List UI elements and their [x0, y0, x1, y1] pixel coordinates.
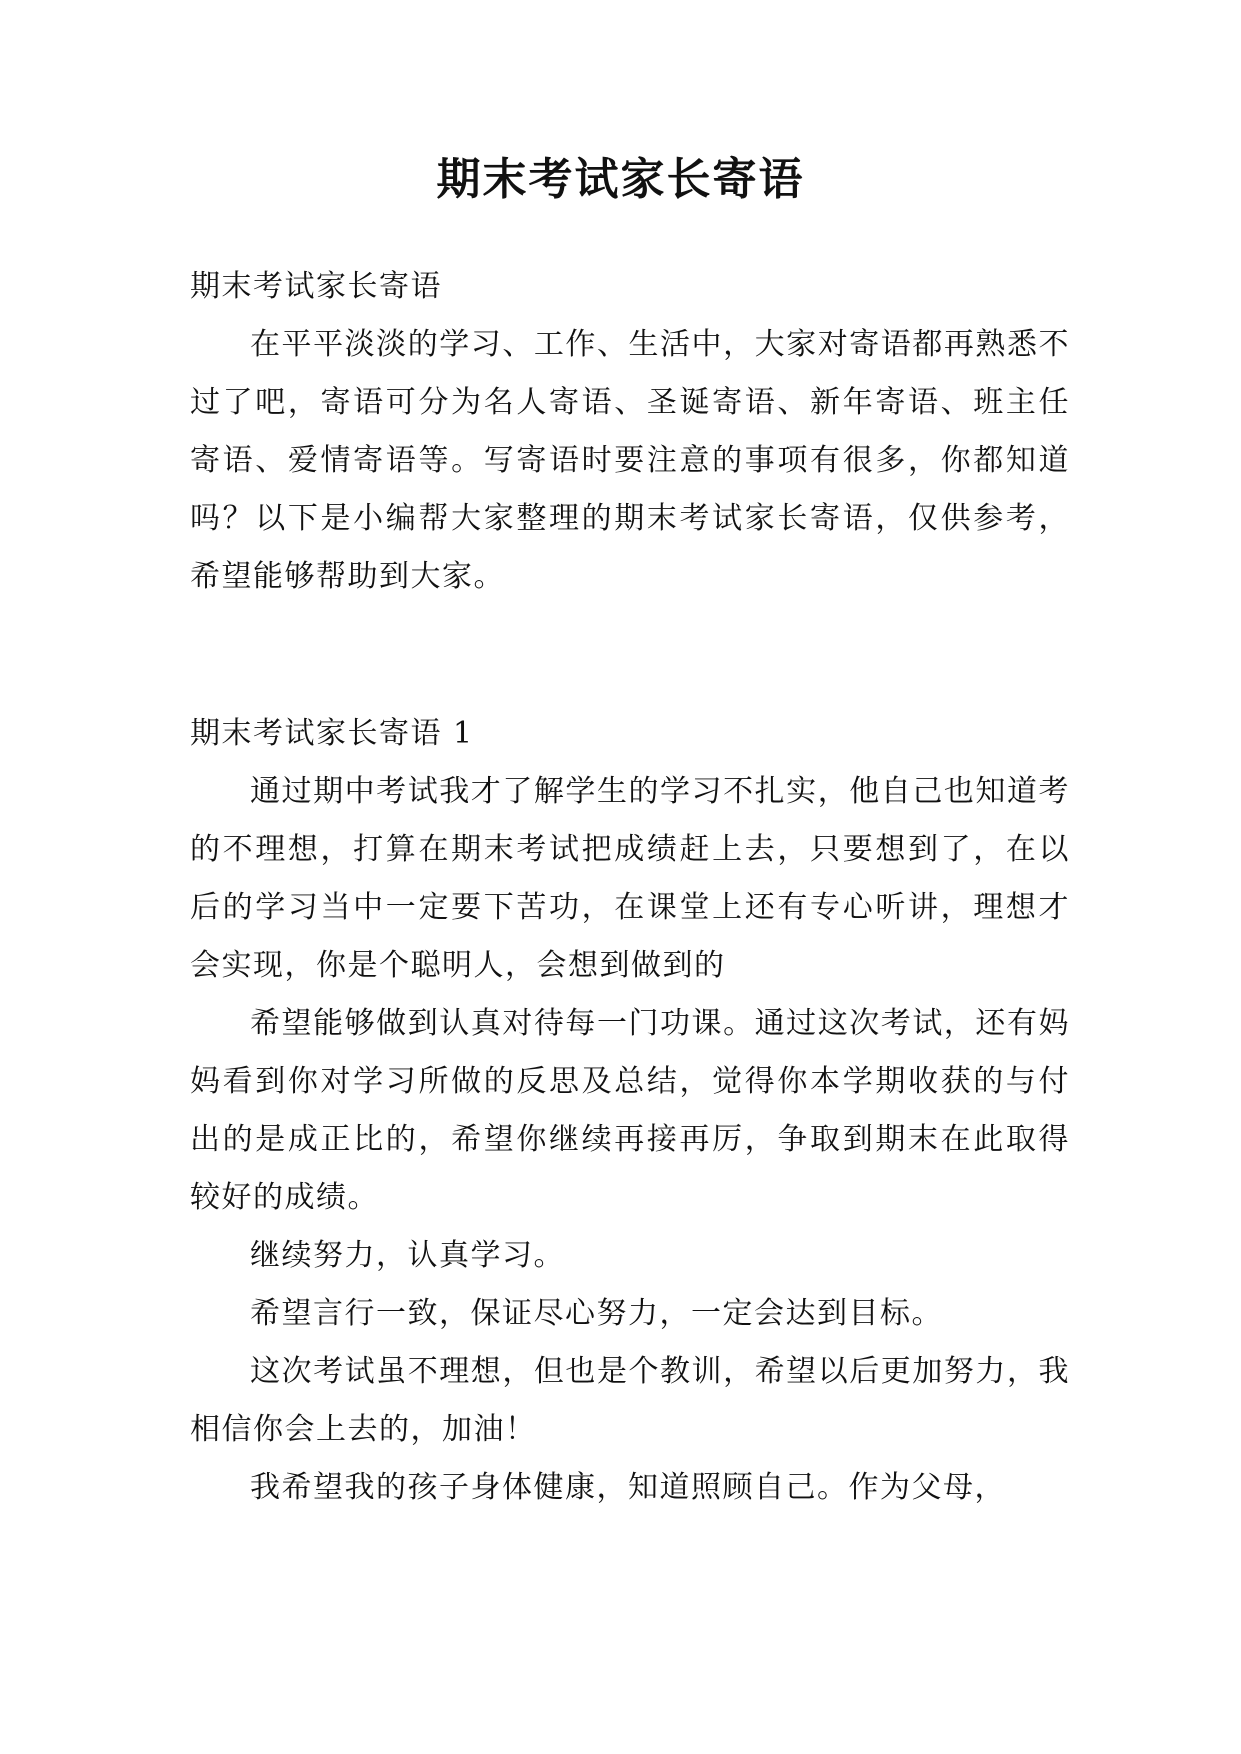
- section-1-paragraph: 我希望我的孩子身体健康，知道照顾自己。作为父母，: [250, 1470, 1006, 1505]
- intro-paragraph: 在平平淡淡的学习、工作、生活中，大家对寄语都再熟悉不过了吧，寄语可分为名人寄语、圣诞寄语、新年寄语、班主任寄语、爱情寄语等。写寄语时要注意的事项有很多，你都知道吗？以下是小编帮大家整理的期末考试家长寄语，仅供参考，希望能够帮助到大家。: [190, 327, 1070, 594]
- section-1-heading: 期末考试家长寄语 1: [190, 716, 474, 751]
- section-1-paragraph: 这次考试虽不理想，但也是个教训，希望以后更加努力，我相信你会上去的，加油！: [190, 1354, 1070, 1447]
- section-1-paragraph: 希望能够做到认真对待每一门功课。通过这次考试，还有妈妈看到你对学习所做的反思及总结，觉得你本学期收获的与付出的是成正比的，希望你继续再接再厉，争取到期末在此取得较好的成绩。: [190, 1006, 1070, 1215]
- section-1-paragraph: 继续努力，认真学习。: [250, 1238, 565, 1273]
- intro-section: [190, 258, 1070, 606]
- section-1-paragraph: 希望言行一致，保证尽心努力，一定会达到目标。: [250, 1296, 943, 1331]
- section-1: [190, 705, 1070, 1517]
- section-1-paragraph: 通过期中考试我才了解学生的学习不扎实，他自己也知道考的不理想，打算在期末考试把成绩赶上去，只要想到了，在以后的学习当中一定要下苦功，在课堂上还有专心听讲，理想才会实现，你是个聪明人，会想到做到的: [190, 774, 1070, 983]
- intro-heading: 期末考试家长寄语: [190, 269, 442, 304]
- document-title: 期末考试家长寄语: [436, 154, 805, 205]
